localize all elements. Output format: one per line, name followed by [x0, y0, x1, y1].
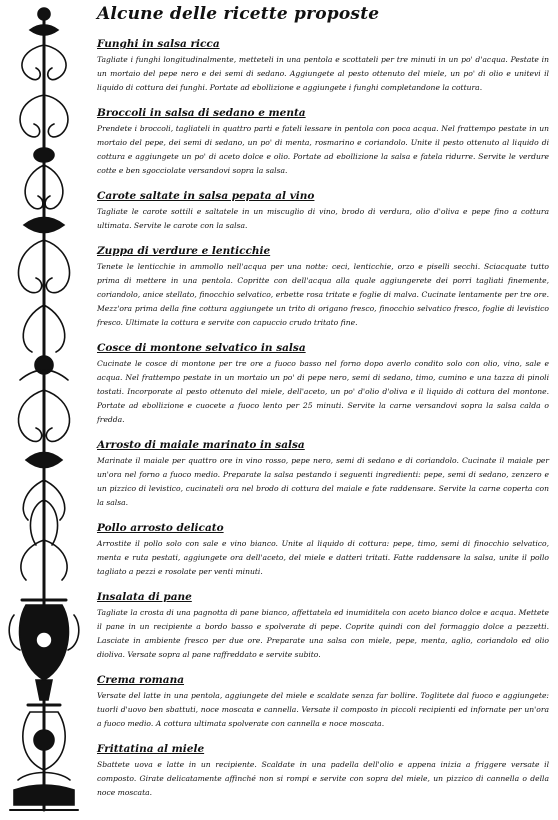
recipe-title: Zuppa di verdure e lenticchie: [97, 245, 271, 257]
recipe-arrosto-maiale: [97, 439, 549, 510]
recipe-title: Cosce di montone selvatico in salsa: [97, 342, 306, 354]
recipes-page: [97, 4, 549, 812]
recipe-body: Tagliate la crosta di una pagnotta di pane bianco, affettatela ed inumiditela con aceto bianco dolce e acqua. Mettete il pane in un recipiente a bordo basso e spolverate di pepe. Coprite quindi con del formaggio dolce a pezzetti. Lasciate in ambiente fresco per due ore. Preparate una salsa con miele, pepe, menta, aglio, coriandolo ed olio dioliva. Versate sopra al pane raffreddato e servite subito.: [97, 608, 549, 659]
recipe-crema-romana: [97, 674, 549, 731]
ornamental-border: [0, 0, 88, 820]
recipe-body: Arrostite il pollo solo con sale e vino bianco. Unite al liquido di cottura: pepe, timo, semi di finocchio selvatico, menta e ruta pestati, aggiungete ora dell'aceto, del miele e datteri tritati. Fatte raddensare la salsa, unite il pollo tagliato a pezzi e rosolate per venti minuti.: [97, 539, 549, 576]
recipe-funghi: [97, 38, 549, 95]
recipe-zuppa: [97, 245, 549, 330]
recipe-body: Prendete i broccoli, tagliateli in quattro parti e fateli lessare in pentola con poca acqua. Nel frattempo pestate in un mortaio del pepe, dei semi di sedano, un po' di menta, rosmarino e coriandolo. Unite il pesto ottenuto al liquido di cottura e aggiungete un po' di aceto dolce e olio. Portate ad ebollizione la salsa e fatela ridurre. Servite le verdure cotte e ben sgocciolate versandovi sopra la salsa.: [97, 124, 549, 175]
recipe-title: Insalata di pane: [97, 591, 192, 603]
recipe-title: Arrosto di maiale marinato in salsa: [97, 439, 305, 451]
recipe-pollo: [97, 522, 549, 579]
recipe-cosce-montone: [97, 342, 549, 427]
recipe-body: Cucinate le cosce di montone per tre ore a fuoco basso nel forno dopo averlo condito solo con olio, vino, sale e acqua. Nel frattempo pestate in un mortaio un po' di pepe nero, semi di sedano, timo, cumino e una tazza di pinoli tostati. Incorporate al pesto ottenuto del miele, dell'aceto, un po' d'olio d'oliva e il liquido di cottura del montone. Portate ad ebollizione e cuocete a fuoco lento per 25 minuti. Servite la carne versandovi sopra la salsa calda o fredda.: [97, 359, 549, 424]
recipe-body: Marinate il maiale per quattro ore in vino rosso, pepe nero, semi di sedano e di coriandolo. Cucinate il maiale per un'ora nel forno a fuoco medio. Preparate la salsa pestando i seguenti ingredienti: pepe, semi di sedano, zenzero e un pizzico di levistico, cucinateli ora nel brodo di cottura del maiale e fate raddensare. Servite la carne coperta con la salsa.: [97, 456, 549, 507]
recipe-title: Crema romana: [97, 674, 185, 686]
recipe-body: Tagliate le carote sottili e saltatele in un miscuglio di vino, brodo di verdura, olio d'oliva e pepe fino a cottura ultimata. Servite le carote con la salsa.: [97, 207, 549, 230]
recipe-insalata-pane: [97, 591, 549, 662]
recipe-carote: [97, 190, 549, 233]
recipe-title: Funghi in salsa ricca: [97, 38, 220, 50]
recipe-title: Carote saltate in salsa pepata al vino: [97, 190, 315, 202]
recipe-frittatina: [97, 743, 549, 800]
recipe-body: Versate del latte in una pentola, aggiungete del miele e scaldate senza far bollire. Toglitete dal fuoco e aggiungete: tuorli d'uovo ben sbattuti, noce moscata e cannella. Versate il composto in piccoli recipienti ed infornate per un'ora a fuoco medio. A cottura ultimata spolverate con cannella e noce moscata.: [97, 691, 549, 728]
recipe-body: Sbattete uova e latte in un recipiente. Scaldate in una padella dell'olio e appena inizia a friggere versate il composto. Girate delicatamente affinché non si rompi e servite con sopra del miele, un pizzico di cannella o della noce moscata.: [97, 760, 549, 797]
recipe-title: Frittatina al miele: [97, 743, 205, 755]
recipe-body: Tagliate i funghi longitudinalmente, metteteli in una pentola e scottateli per tre minuti in un po' d'acqua. Pestate in un mortaio del pepe nero e dei semi di sedano. Aggiungete al pesto ottenuto del miele, un po' di olio e unitevi il liquido di cottura dei funghi. Portate ad ebollizione e aggiungete i funghi completandone la cottura.: [97, 55, 549, 92]
recipe-broccoli: [97, 107, 549, 178]
recipe-title: Broccoli in salsa di sedano e menta: [97, 107, 306, 119]
page-title: Alcune delle ricette proposte: [97, 4, 380, 24]
recipe-title: Pollo arrosto delicato: [97, 522, 224, 534]
recipe-body: Tenete le lenticchie in ammollo nell'acqua per una notte: ceci, lenticchie, orzo e piselli secchi. Sciacquate tutto prima di mettere in una pentola. Copritte con dell'acqua alla quale aggiungerete dei porri tagliati finemente, coriandolo, anice stellato, finocchio selvatico, erbette rosa tritate e foglie di malva. Cucinate lentamente per tre ore. Mezz'ora prima della fine cottura aggiungete un trito di origano fresco, finocchio selvatico fresco, foglie di levistico fresco. Ultimate la cottura e servite con capuccio crudo tritato fine.: [97, 262, 549, 327]
